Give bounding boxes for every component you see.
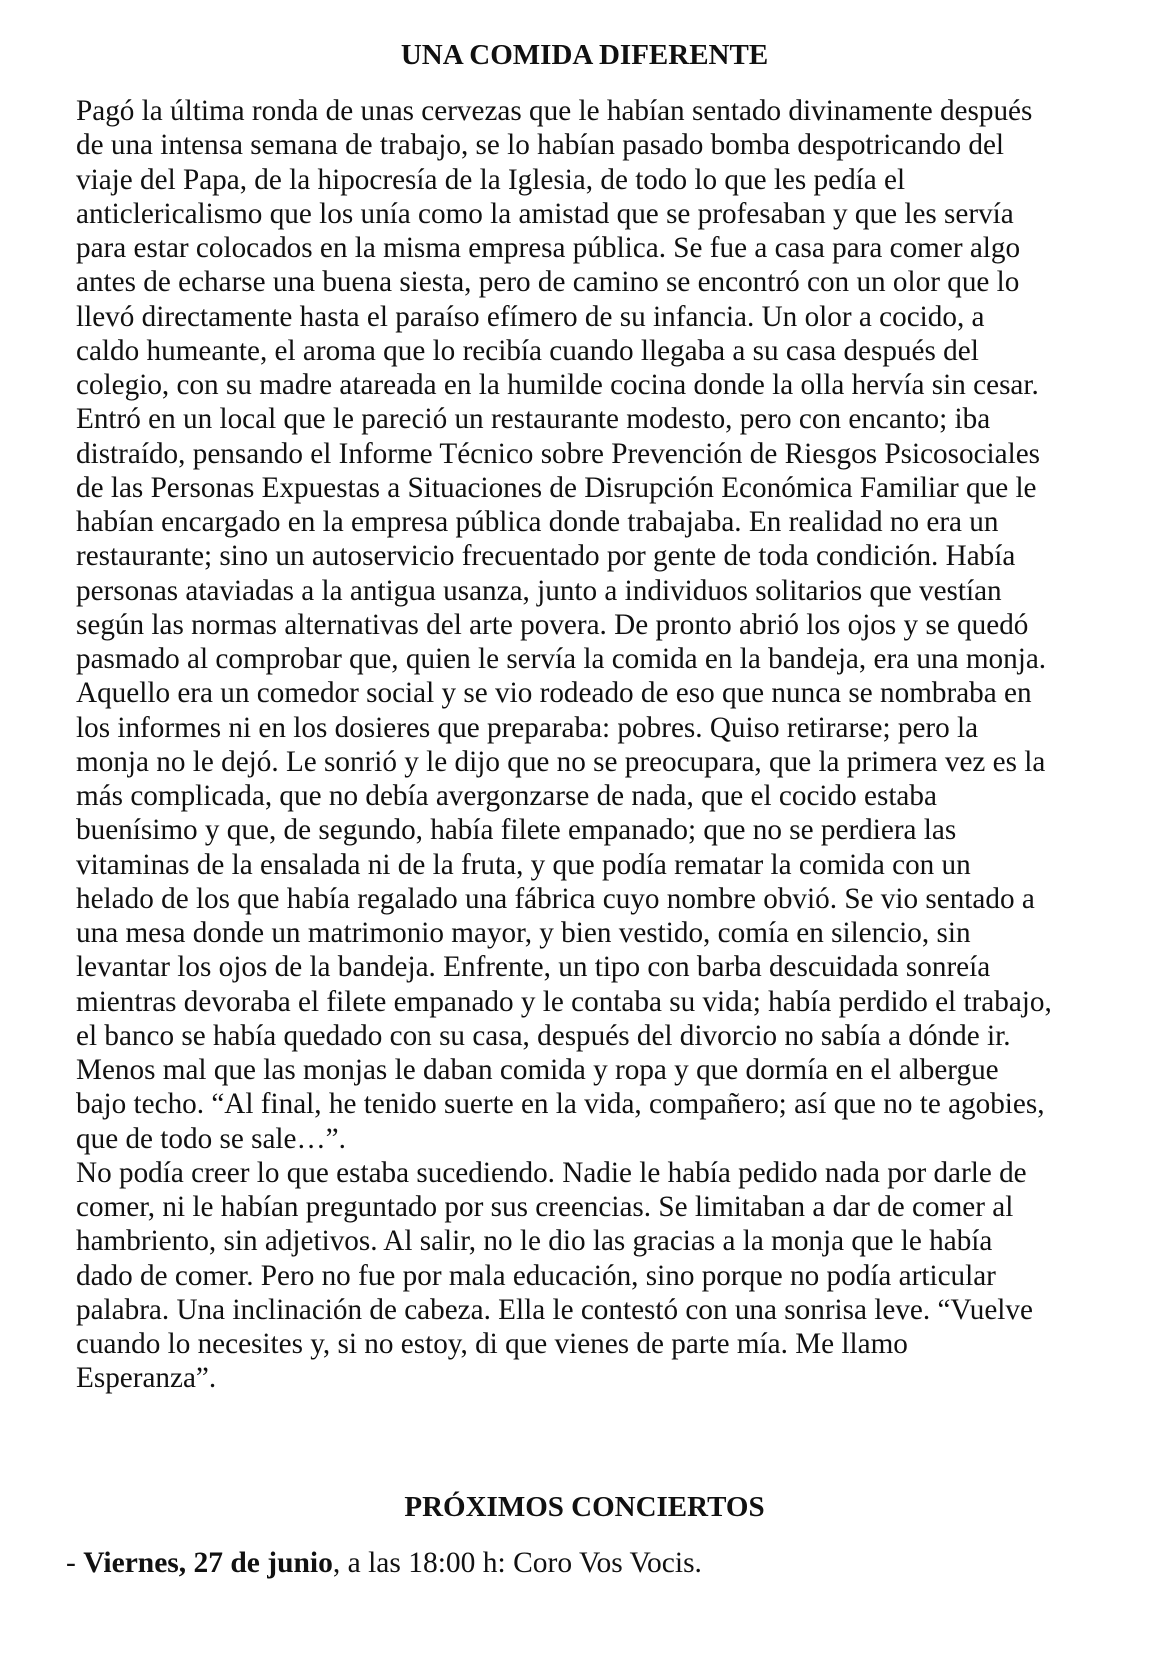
story-line: bajo techo. “Al final, he tenido suerte en la vida, compañero; así que no te agobies, (76, 1088, 1045, 1121)
story-line: personas ataviadas a la antigua usanza, junto a individuos solitarios que vestían (76, 574, 1002, 607)
story-line: palabra. Una inclinación de cabeza. Ella le contestó con una sonrisa leve. “Vuelve (76, 1293, 1033, 1326)
story-line: comer, ni le habían preguntado por sus creencias. Se limitaban a dar de comer al (76, 1191, 1014, 1223)
story-line: dado de comer. Pero no fue por mala educación, sino porque no podía articular (76, 1259, 996, 1292)
story-line: Entró en un local que le pareció un restaurante modesto, pero con encanto; iba (76, 403, 991, 436)
story-line: mientras devoraba el filete empanado y le contaba su vida; había perdido el trabajo, (76, 985, 1052, 1018)
story-line: levantar los ojos de la bandeja. Enfrente, un tipo con barba descuidada sonreía (76, 951, 991, 984)
story-line: para estar colocados en la misma empresa pública. Se fue a casa para comer algo (76, 232, 1021, 264)
story-line: de una intensa semana de trabajo, se lo habían pasado bomba despotricando del (76, 129, 1005, 162)
story-line: No podía creer lo que estaba sucediendo. Nadie le había pedido nada por darle de (76, 1156, 1027, 1189)
story-line: anticlericalismo que los unía como la amistad que se profesaban y que les servía (76, 197, 1014, 230)
story-line: Menos mal que las monjas le daban comida y ropa y que dormía en el albergue (76, 1054, 999, 1086)
story-line: Pagó la última ronda de unas cervezas que le habían sentado divinamente después (76, 95, 1033, 127)
story-line: según las normas alternativas del arte povera. De pronto abrió los ojos y se quedó (76, 608, 1029, 641)
story-line: más complicada, que no debía avergonzarse de nada, que el cocido estaba (76, 780, 937, 812)
story-line: llevó directamente hasta el paraíso efímero de su infancia. Un olor a cocido, a (76, 300, 985, 333)
story-line: viaje del Papa, de la hipocresía de la Iglesia, de todo lo que les pedía el (76, 163, 906, 196)
story-line: los informes ni en los dosieres que preparaba: pobres. Quiso retirarse; pero la (76, 711, 979, 744)
concerts-title: PRÓXIMOS CONCIERTOS (404, 1491, 765, 1523)
story-line: distraído, pensando el Informe Técnico sobre Prevención de Riesgos Psicosociales (76, 437, 1041, 470)
story-body (76, 94, 1106, 1396)
story-line: de las Personas Expuestas a Situaciones de Disrupción Económica Familiar que le (76, 471, 1037, 504)
story-line: colegio, con su madre atareada en la humilde cocina donde la olla hervía sin cesar. (76, 369, 1039, 401)
story-line: vitaminas de la ensalada ni de la fruta, y que podía rematar la comida con un (76, 848, 971, 881)
story-line: hambriento, sin adjetivos. Al salir, no le dio las gracias a la monja que le había (76, 1225, 993, 1258)
story-title: UNA COMIDA DIFERENTE (400, 39, 769, 71)
story-line: restaurante; sino un autoservicio frecuentado por gente de toda condición. Había (76, 540, 1016, 573)
story-line: antes de echarse una buena siesta, pero de camino se encontró con un olor que lo (76, 266, 1020, 299)
concert-item-detail: , a las 18:00 h: Coro Vos Vocis. (332, 1547, 702, 1579)
concert-item-date: Viernes, 27 de junio (83, 1547, 333, 1579)
story-line: pasmado al comprobar que, quien le servía la comida en la bandeja, era una monja. (76, 643, 1047, 675)
story-line: Aquello era un comedor social y se vio rodeado de eso que nunca se nombraba en (76, 677, 1032, 710)
story-line: habían encargado en la empresa pública donde trabajaba. En realidad no era un (76, 506, 999, 538)
concert-item-prefix: - (66, 1547, 84, 1579)
concert-item (66, 1546, 702, 1580)
story-line: cuando lo necesites y, si no estoy, di que vienes de parte mía. Me llamo (76, 1328, 908, 1360)
story-line: helado de los que había regalado una fábrica cuyo nombre obvió. Se vio sentado a (76, 882, 1035, 915)
story-line: monja no le dejó. Le sonrió y le dijo que no se preocupara, que la primera vez es la (76, 745, 1046, 778)
story-line: buenísimo y que, de segundo, había filete empanado; que no se perdiera las (76, 814, 957, 847)
story-line: Esperanza”. (76, 1362, 217, 1395)
story-line: una mesa donde un matrimonio mayor, y bien vestido, comía en silencio, sin (76, 917, 971, 949)
story-line: el banco se había quedado con su casa, después del divorcio no sabía a dónde ir. (76, 1019, 1011, 1052)
story-line: que de todo se sale…”. (76, 1122, 346, 1155)
story-line: caldo humeante, el aroma que lo recibía cuando llegaba a su casa después del (76, 334, 979, 367)
